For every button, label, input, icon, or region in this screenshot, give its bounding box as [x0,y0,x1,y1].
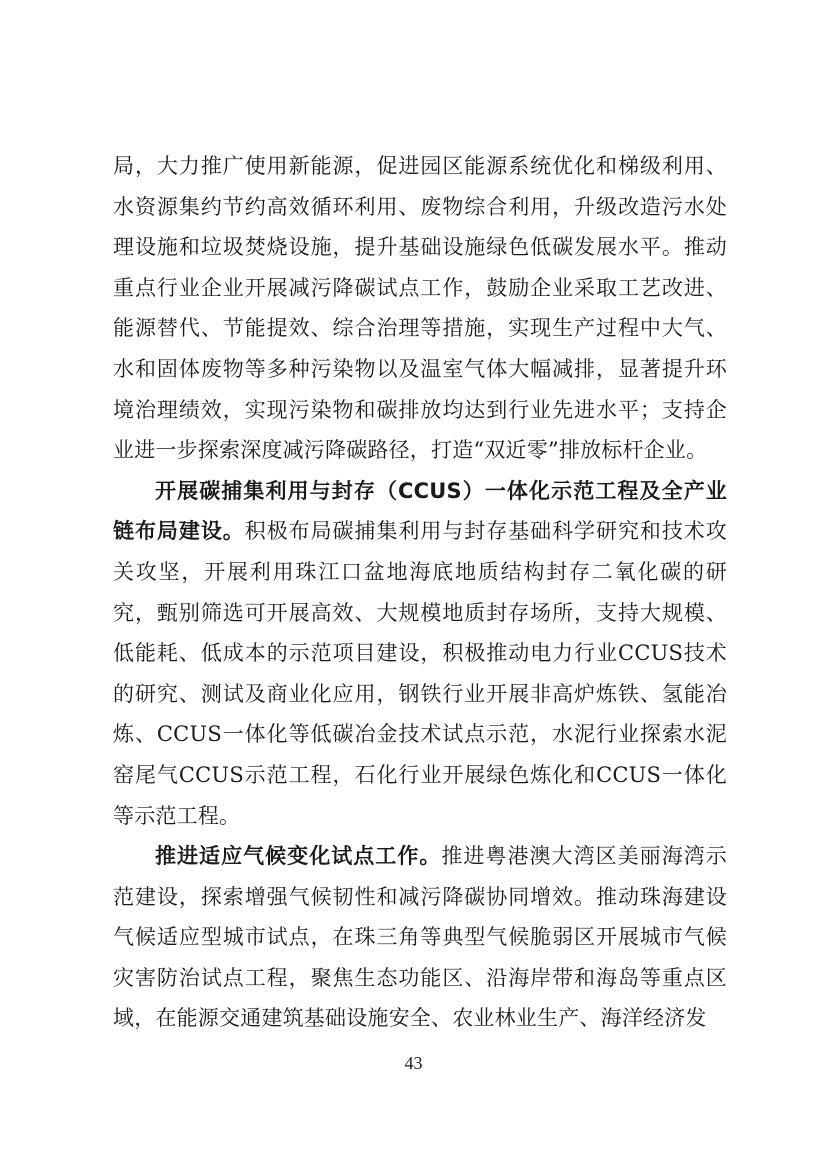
paragraph-3-heading: 推进适应气候变化试点工作。 [155,844,442,869]
paragraph-3-text: 推进粤港澳大湾区美丽海湾示范建设，探索增强气候韧性和减污降碳协同增效。推动珠海建设气候适应型城市试点，在珠三角等典型气候脆弱区开展城市气候灾害防治试点工程，聚焦生态功能区、沿海岸带和海岛等重点区域，在能源交通建筑基础设施安全、农业林业生产、海洋经济发 [113,844,727,1031]
paragraph-2-text: 积极布局碳捕集利用与封存基础科学研究和技术攻关攻坚，开展利用珠江口盆地海底地质结构封存二氧化碳的研究，甄别筛选可开展高效、大规模地质封存场所，支持大规模、低能耗、低成本的示范项目建设，积极推动电力行业CCUS技术的研究、测试及商业化应用，钢铁行业开展非高炉炼铁、氢能冶炼、CCUS一体化等低碳冶金技术试点示范，水泥行业探索水泥窑尾气CCUS示范工程，石化行业开展绿色炼化和CCUS一体化等示范工程。 [113,519,727,828]
paragraph-2-heading: 开展碳捕集利用与封存（CCUS）一体化示范工程及全产业链布局建设。 [113,478,727,544]
paragraph-1-text: 局，大力推广使用新能源，促进园区能源系统优化和梯级利用、水资源集约节约高效循环利用、废物综合利用，升级改造污水处理设施和垃圾焚烧设施，提升基础设施绿色低碳发展水平。推动重点行业企业开展减污降碳试点工作，鼓励企业采取工艺改进、能源替代、节能提效、综合治理等措施，实现生产过程中大气、水和固体废物等多种污染物以及温室气体大幅减排，显著提升环境治理绩效，实现污染物和碳排放均达到行业先进水平；支持企业进一步探索深度减污降碳路径，打造“双近零”排放标杆企业。 [113,154,727,463]
paragraph-3 [113,836,727,1039]
page-number: 43 [404,1053,423,1073]
paragraph-2 [113,471,727,836]
paragraph-1 [113,146,727,471]
document-body [113,146,727,1039]
